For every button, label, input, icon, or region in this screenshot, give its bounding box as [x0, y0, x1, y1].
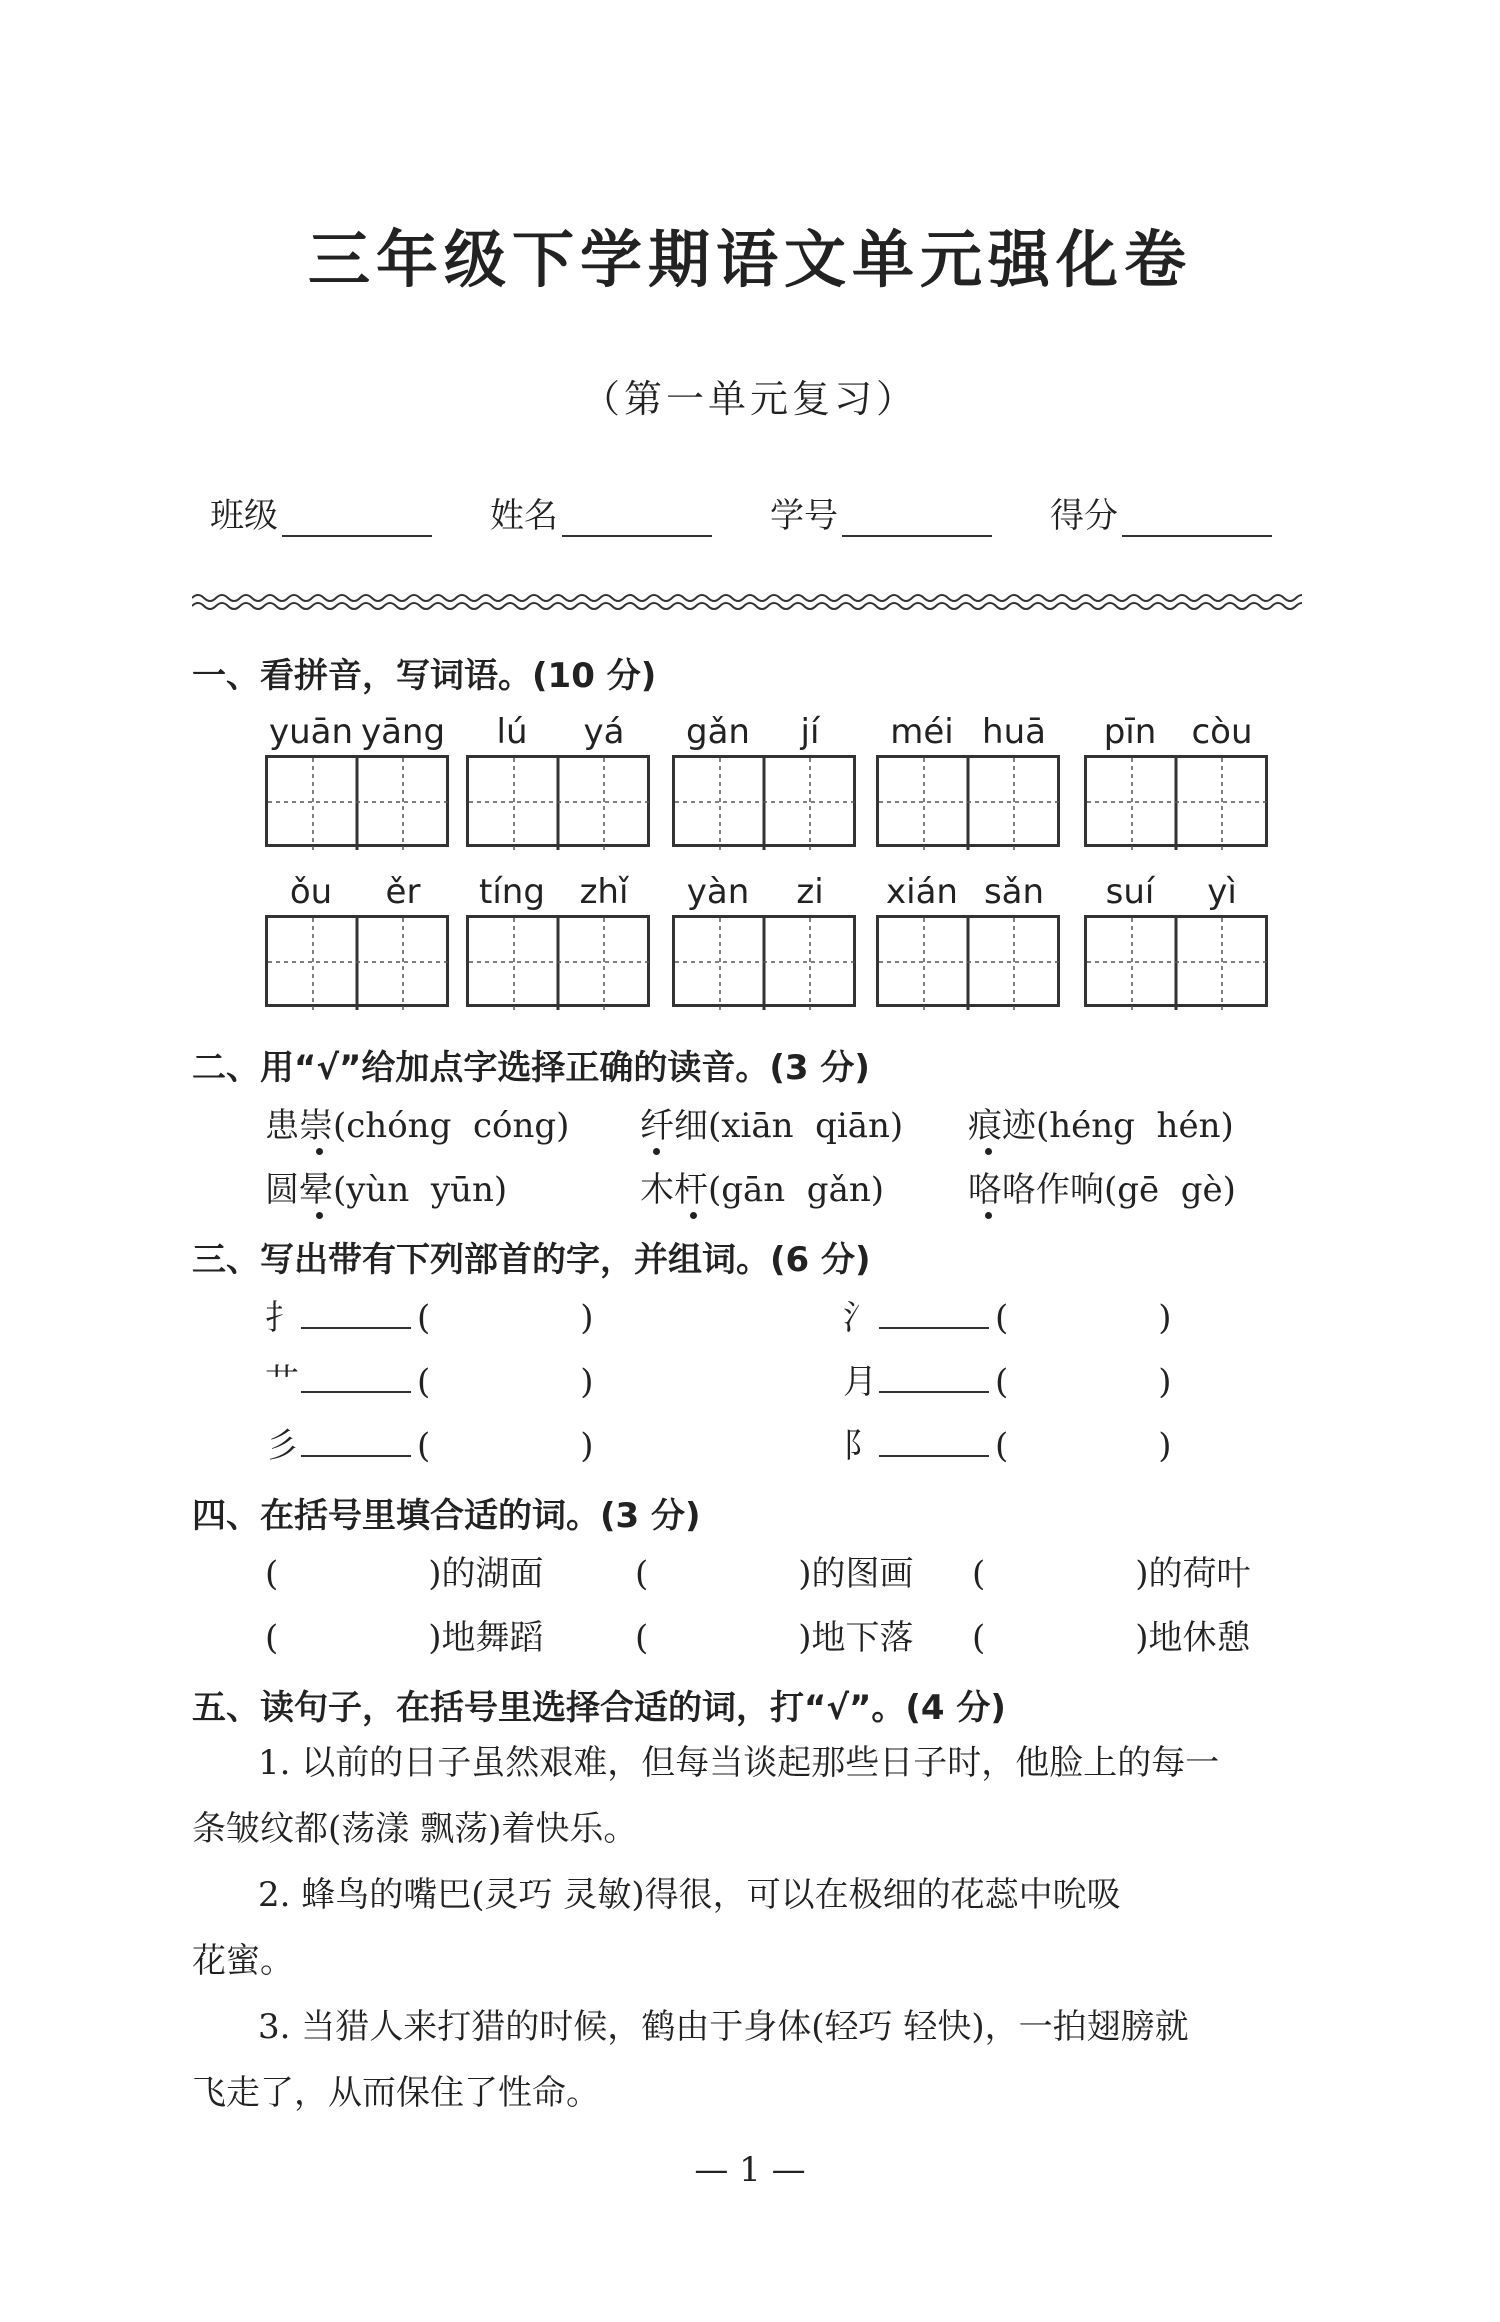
- phrase-suffix: 的图画: [811, 1554, 914, 1594]
- class-label: 班级: [210, 496, 278, 536]
- reading-choice-5[interactable]: 木杆(gān gǎn): [640, 1170, 885, 1210]
- pinyin-syllable: jí: [800, 712, 820, 752]
- pinyin-syllable: lú: [496, 712, 528, 752]
- paren-open: (: [972, 1554, 986, 1594]
- paren-open: (: [265, 1554, 279, 1594]
- reading-choice-2[interactable]: 纤细(xiān qiān): [640, 1106, 904, 1146]
- section-3-heading: 三、写出带有下列部首的字，并组词。(6 分): [192, 1240, 871, 1280]
- section-4-heading: 四、在括号里填合适的词。(3 分): [192, 1496, 701, 1536]
- radical-item[interactable]: [843, 1354, 1172, 1403]
- tian-grid-answer-box[interactable]: [876, 755, 1060, 847]
- fill-word-item[interactable]: [265, 1610, 544, 1659]
- page-subtitle: （第一单元复习）: [581, 377, 918, 421]
- phrase-suffix: 地舞蹈: [441, 1618, 544, 1658]
- pinyin-syllable: huā: [982, 712, 1046, 752]
- class-field[interactable]: [210, 488, 432, 537]
- sentence-1-line-1: 1. 以前的日子虽然艰难，但每当谈起那些日子时，他脸上的每一: [258, 1743, 1220, 1783]
- pinyin-syllable: yì: [1207, 872, 1237, 912]
- fill-word-item[interactable]: [635, 1610, 914, 1659]
- fill-word-item[interactable]: [972, 1546, 1251, 1595]
- paren-open: (: [417, 1426, 431, 1466]
- paren-close: ): [798, 1618, 812, 1658]
- section-5-heading: 五、读句子，在括号里选择合适的词，打“√”。(4 分): [192, 1688, 1006, 1728]
- student-id-blank[interactable]: [842, 499, 992, 537]
- score-field[interactable]: [1050, 488, 1272, 537]
- paren-close: ): [428, 1618, 442, 1658]
- reading-choice-text: 崇(chóng cóng): [299, 1106, 570, 1146]
- pinyin-syllable: ěr: [385, 872, 421, 912]
- phrase-suffix: 的湖面: [441, 1554, 544, 1594]
- fill-word-item[interactable]: [972, 1610, 1251, 1659]
- fill-word-item[interactable]: [265, 1546, 544, 1595]
- pinyin-syllable: gǎn: [686, 712, 750, 752]
- paren-open: (: [265, 1618, 279, 1658]
- class-blank[interactable]: [282, 499, 432, 537]
- student-id-field[interactable]: [770, 488, 992, 537]
- sentence-3-line-2: 飞走了，从而保住了性命。: [192, 2073, 600, 2113]
- char-blank[interactable]: [301, 1293, 411, 1329]
- phrase-suffix: 的荷叶: [1148, 1554, 1251, 1594]
- fill-word-item[interactable]: [635, 1546, 914, 1595]
- pinyin-syllable: yāng: [360, 712, 446, 752]
- radical-item[interactable]: [843, 1418, 1172, 1467]
- pinyin-syllable: zi: [796, 872, 824, 912]
- tian-grid-answer-box[interactable]: [672, 755, 856, 847]
- char-blank[interactable]: [879, 1293, 989, 1329]
- pinyin-syllable: yá: [583, 712, 625, 752]
- reading-choice-3[interactable]: 痕迹(héng hén): [968, 1106, 1234, 1146]
- pinyin-syllable: còu: [1191, 712, 1253, 752]
- char-blank[interactable]: [879, 1421, 989, 1457]
- sentence-3-line-1: 3. 当猎人来打猎的时候，鹤由于身体(轻巧 轻快)，一拍翅膀就: [258, 2007, 1189, 2047]
- paren-open: (: [417, 1298, 431, 1338]
- page-number: — 1 —: [694, 2150, 806, 2190]
- section-2-heading: 二、用“√”给加点字选择正确的读音。(3 分): [192, 1048, 870, 1088]
- score-label: 得分: [1050, 496, 1118, 536]
- pinyin-syllable: suí: [1105, 872, 1155, 912]
- name-field[interactable]: [490, 488, 712, 537]
- paren-close: ): [1158, 1426, 1172, 1466]
- tian-grid-answer-box[interactable]: [466, 755, 650, 847]
- sentence-1[interactable]: [192, 1730, 1302, 1862]
- reading-prefix: 患: [265, 1106, 299, 1146]
- name-label: 姓名: [490, 496, 558, 536]
- pinyin-syllable: sǎn: [983, 872, 1045, 912]
- paren-open: (: [417, 1362, 431, 1402]
- char-blank[interactable]: [879, 1357, 989, 1393]
- sentence-2-line-2: 花蜜。: [192, 1941, 294, 1981]
- radical-label: 艹: [265, 1362, 299, 1402]
- paren-open: (: [972, 1618, 986, 1658]
- radical-item[interactable]: [265, 1354, 594, 1403]
- pinyin-syllable: zhǐ: [579, 872, 629, 912]
- wavy-divider: [192, 590, 1302, 614]
- radical-item[interactable]: [265, 1290, 594, 1339]
- sentence-1-line-2: 条皱纹都(荡漾 飘荡)着快乐。: [192, 1809, 638, 1849]
- paren-close: ): [1158, 1298, 1172, 1338]
- emphasis-dot: [653, 1148, 660, 1155]
- tian-grid-answer-box[interactable]: [1084, 755, 1268, 847]
- tian-grid-answer-box[interactable]: [265, 755, 449, 847]
- name-blank[interactable]: [562, 499, 712, 537]
- pinyin-syllable: pīn: [1103, 712, 1157, 752]
- paren-open: (: [995, 1426, 1009, 1466]
- paren-close: ): [798, 1554, 812, 1594]
- char-blank[interactable]: [301, 1357, 411, 1393]
- tian-grid-answer-box[interactable]: [876, 915, 1060, 1007]
- page-title: 三年级下学期语文单元强化卷: [307, 223, 1192, 296]
- pinyin-syllable: yàn: [686, 872, 750, 912]
- paren-open: (: [995, 1362, 1009, 1402]
- pinyin-syllable: xián: [886, 872, 958, 912]
- pinyin-syllable: méi: [890, 712, 954, 752]
- radical-label: 氵: [843, 1298, 877, 1338]
- tian-grid-answer-box[interactable]: [265, 915, 449, 1007]
- student-id-label: 学号: [770, 496, 838, 536]
- reading-choice-1[interactable]: [265, 1098, 569, 1147]
- paren-close: ): [1135, 1618, 1149, 1658]
- tian-grid-answer-box[interactable]: [1084, 915, 1268, 1007]
- sentence-3[interactable]: [192, 1994, 1302, 2126]
- sentence-2-line-1: 2. 蜂鸟的嘴巴(灵巧 灵敏)得很，可以在极细的花蕊中吮吸: [258, 1875, 1121, 1915]
- emphasis-dot: [316, 1148, 323, 1155]
- paren-open: (: [995, 1298, 1009, 1338]
- paren-close: ): [580, 1298, 594, 1338]
- pinyin-syllable: yuān: [268, 712, 354, 752]
- emphasis-dot: [690, 1212, 697, 1219]
- score-blank[interactable]: [1122, 499, 1272, 537]
- radical-label: 月: [843, 1362, 877, 1402]
- radical-label: 扌: [265, 1298, 299, 1338]
- section-1-heading: 一、看拼音，写词语。(10 分): [192, 656, 657, 696]
- pinyin-syllable: tíng: [479, 872, 545, 912]
- paren-close: ): [428, 1554, 442, 1594]
- emphasis-dot: [985, 1212, 992, 1219]
- reading-choice-4[interactable]: 圆晕(yùn yūn): [265, 1170, 508, 1210]
- char-blank[interactable]: [301, 1421, 411, 1457]
- radical-item[interactable]: [265, 1418, 594, 1467]
- paren-close: ): [1158, 1362, 1172, 1402]
- radical-label: 阝: [843, 1426, 877, 1466]
- tian-grid-answer-box[interactable]: [672, 915, 856, 1007]
- paren-close: ): [580, 1362, 594, 1402]
- phrase-suffix: 地休憩: [1148, 1618, 1251, 1658]
- paren-close: ): [580, 1426, 594, 1466]
- radical-item[interactable]: [843, 1290, 1172, 1339]
- student-info-row: [210, 488, 1290, 548]
- radical-label: 彡: [265, 1426, 299, 1466]
- phrase-suffix: 地下落: [811, 1618, 914, 1658]
- paren-close: ): [1135, 1554, 1149, 1594]
- emphasis-dot: [316, 1212, 323, 1219]
- pinyin-syllable: ǒu: [289, 872, 333, 912]
- emphasis-dot: [985, 1148, 992, 1155]
- reading-choice-6[interactable]: 咯咯作响(gē gè): [968, 1170, 1236, 1210]
- sentence-2[interactable]: [192, 1862, 1302, 1994]
- paren-open: (: [635, 1618, 649, 1658]
- paren-open: (: [635, 1554, 649, 1594]
- tian-grid-answer-box[interactable]: [466, 915, 650, 1007]
